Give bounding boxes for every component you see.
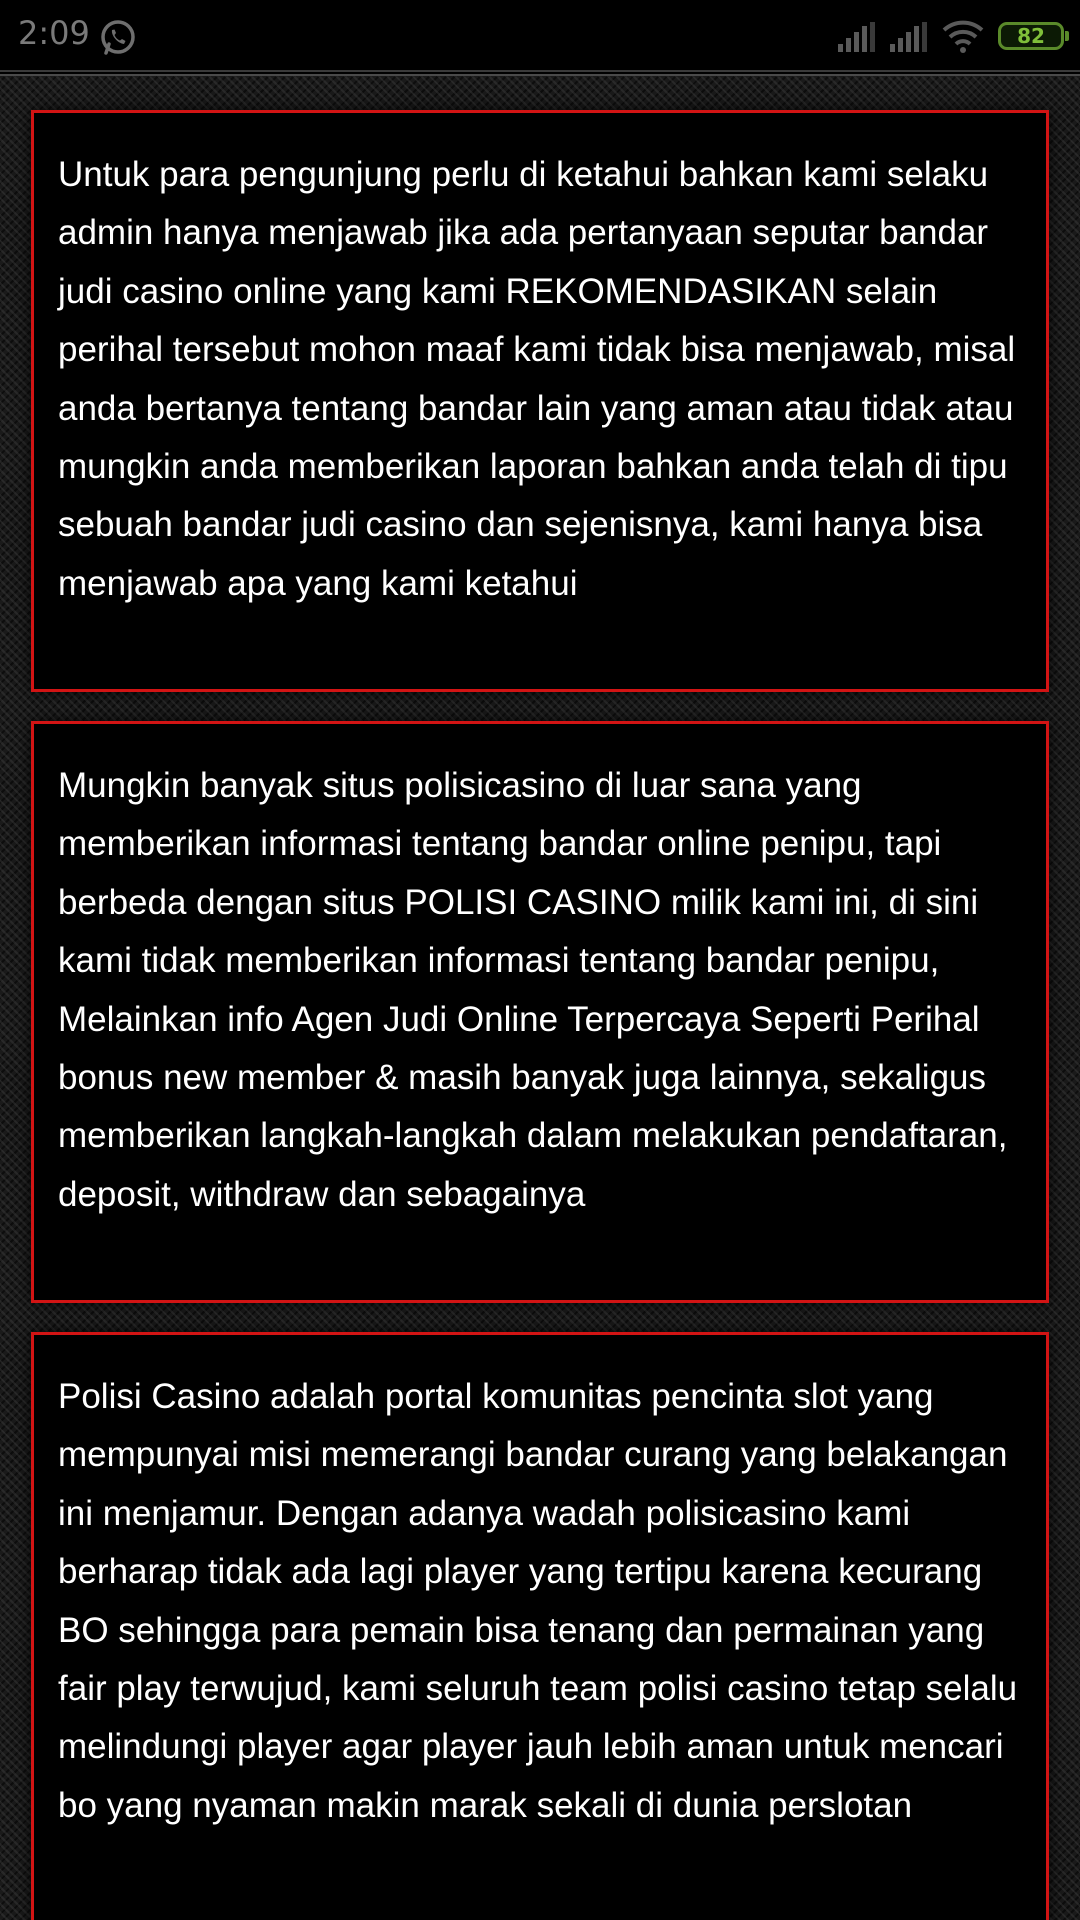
wifi-icon — [942, 18, 984, 54]
battery-level: 82 — [1017, 24, 1045, 48]
info-card — [31, 110, 1049, 692]
signal-icon — [836, 22, 876, 52]
card-text: Polisi Casino adalah portal komunitas pencinta slot yang mempunyai misi memerangi bandar curang yang belakangan ini menjamur. Dengan adanya wadah polisicasino kami berharap tidak ada lagi player yang tertipu karena kecurang BO sehingga para pemain bisa tenang dan permainan yang fair play terwujud, kami seluruh team polisi casino tetap selalu melindungi player agar player jauh lebih aman untuk mencari bo yang nyaman makin marak sekali di dunia perslotan — [58, 1377, 1018, 1825]
whatsapp-icon — [98, 17, 138, 57]
card-text: Mungkin banyak situs polisicasino di luar sana yang memberikan informasi tentang bandar online penipu, tapi berbeda dengan situs POLISI CASINO milik kami ini, di sini kami tidak memberikan informasi tentang bandar penipu, Melainkan info Agen Judi Online Terpercaya Seperti Perihal bonus new member & masih banyak juga lainnya, sekaligus memberikan langkah-langkah dalam melakukan pendaftaran, deposit, withdraw dan sebagainya — [58, 766, 1008, 1214]
card-text: Untuk para pengunjung perlu di ketahui bahkan kami selaku admin hanya menjawab jika ada pertanyaan seputar bandar judi casino online yang kami REKOMENDASIKAN selain perihal tersebut mohon maaf kami tidak bisa menjawab, misal anda bertanya tentang bandar lain yang aman atau tidak atau mungkin anda memberikan laporan bahkan anda telah di tipu sebuah bandar judi casino dan sejenisnya, kami hanya bisa menjawab apa yang kami ketahui — [58, 155, 1016, 603]
signal-icon — [888, 22, 928, 52]
status-time: 2:09 — [18, 14, 90, 52]
info-card — [31, 721, 1049, 1303]
status-bar — [0, 0, 1080, 72]
info-card — [31, 1332, 1049, 1920]
battery-icon — [998, 22, 1064, 50]
content-area[interactable] — [0, 74, 1080, 1920]
